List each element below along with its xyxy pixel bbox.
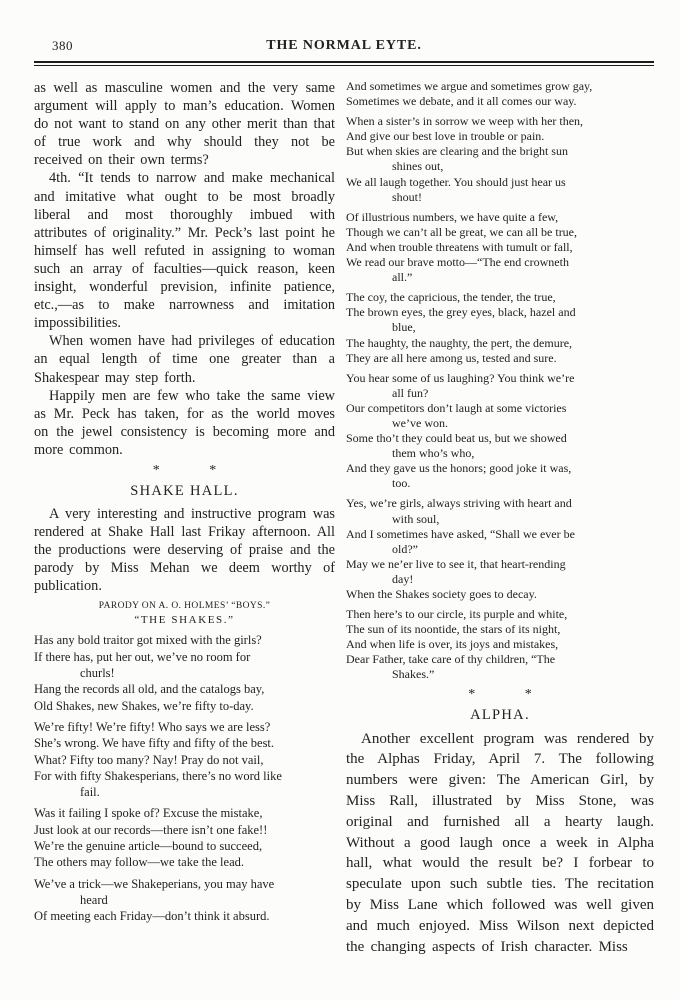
text-block: fail.	[80, 785, 100, 800]
text-block: What? Fifty too many? Nay! Pray do not vail,	[34, 752, 264, 767]
text-block: We’ve a trick—we Shakeperians, you may have	[34, 876, 275, 891]
text-block: If there has, put her out, we’ve no room for	[34, 649, 251, 664]
text-block: She’s wrong. We have fifty and fifty of the best.	[34, 736, 275, 751]
text-block: day!	[392, 571, 414, 586]
text-block: The others may follow—we take the lead.	[34, 855, 244, 870]
text-block: Dear Father, take care of thy children, “The	[346, 652, 556, 667]
text-block: And I sometimes have asked, “Shall we ever be	[346, 526, 575, 541]
text-block: The sun of its noontide, the stars of its night,	[346, 622, 561, 637]
text-block: Just look at our records—there isn’t one fake!!	[34, 822, 268, 837]
text-block: The haughty, the naughty, the pert, the demure,	[346, 335, 573, 350]
left-column	[34, 79, 335, 924]
text-block: We’re fifty! We’re fifty! Who says we are less?	[34, 719, 271, 734]
text-block: And give our best love in trouble or pain.	[346, 129, 545, 144]
text-block: we’ve won.	[392, 415, 448, 430]
text-block: We all laugh together. You should just hear us	[346, 174, 566, 189]
text-block: them who’s who,	[392, 446, 475, 461]
text-block: We read our brave motto—“The end crowneth	[346, 255, 569, 270]
text-block: For with fifty Shakesperians, there’s no word like	[34, 768, 282, 783]
text-block: We’re the genuine article—bound to succeed,	[34, 839, 263, 853]
text-block: shines out,	[392, 159, 444, 174]
text-block: Of illustrious numbers, we have quite a few,	[346, 209, 559, 224]
text-block: The coy, the capricious, the tender, the true,	[346, 290, 556, 305]
text-block: 4th. “It tends to narrow and make mechanical and imitative what ought to be most broadly liberal and most thoroughly imbued with attributes of originality.” Mr. Peck’s last point he himself has well refuted in assigning to woman such an array of faculties—quick reason, keen insight, wonderful prevision, infinite patience, etc.,—as to make narrowness and imitation impossibilities.	[34, 170, 335, 332]
text-block: And when trouble threatens with tumult or fall,	[346, 239, 573, 254]
text-block: Another excellent program was rendered by the Alphas Friday, April 7. The following numbers were given: The American Girl, by Miss Rall, illustrated by Miss Stone, was original and furnished all a hearty laugh. Without a good laugh once a week in Alpha hall, what would the result be? I forbear to speculate upon such subtle ties. The recitation by Miss Lane which followed was well given and much enjoyed. Miss Wilson next depicted the changing aspects of Irish character. Miss	[346, 730, 654, 955]
text-block: SHAKE HALL.	[130, 482, 239, 499]
text-block: May we ne’er live to see it, that heart-rending	[346, 556, 566, 571]
text-block: But when skies are clearing and the bright sun	[346, 144, 568, 159]
text-block: * *	[468, 686, 532, 702]
text-block: A very interesting and instructive program was rendered at Shake Hall last Frikay afternoon. All the productions were deserving of praise and the parody by Miss Mehan we deem worthy of publication.	[34, 505, 335, 595]
header-double-rule	[34, 61, 654, 66]
page-header	[34, 38, 654, 54]
journal-title: THE NORMAL EYTE.	[266, 38, 422, 53]
text-block: PARODY ON A. O. HOLMES’ “BOYS.”	[98, 601, 271, 612]
text-block: Happily men are few who take the same view as Mr. Peck has taken, for as the world moves on the jewel consistency is becoming more and more common.	[34, 387, 335, 458]
text-block: ALPHA.	[470, 706, 530, 723]
text-block: And sometimes we argue and sometimes grow gay,	[346, 79, 593, 93]
text-block: as well as masculine women and the very same argument will apply to man’s education. Women do not want to stand on any other merit than that of true work and why should they not be received on their own terms?	[34, 80, 335, 169]
text-block: old?”	[392, 541, 418, 556]
text-block: shout!	[392, 189, 422, 204]
text-block: Yes, we’re girls, always striving with heart and	[346, 496, 572, 511]
text-block: too.	[392, 476, 411, 491]
text-block: Some tho’t they could beat us, but we showed	[346, 431, 567, 446]
text-block: * *	[152, 462, 217, 478]
text-block: heard	[80, 892, 108, 907]
text-columns	[34, 79, 654, 957]
text-block: Then here’s to our circle, its purple and white,	[346, 607, 568, 622]
right-column	[346, 79, 654, 957]
text-block: When a sister’s in sorrow we weep with her then,	[346, 114, 584, 129]
text-block: Of meeting each Friday—don’t think it absurd.	[34, 909, 270, 924]
text-block: blue,	[392, 320, 416, 335]
text-block: You hear some of us laughing? You think we’re	[346, 370, 575, 385]
text-block: And they gave us the honors; good joke it was,	[346, 461, 572, 476]
text-block: When the Shakes society goes to decay.	[346, 587, 537, 601]
text-block: And when life is over, its joys and mistakes,	[346, 637, 559, 652]
text-block: Sometimes we debate, and it all comes our way.	[346, 94, 577, 109]
text-block: all.”	[392, 270, 413, 285]
text-block: churls!	[80, 666, 115, 681]
text-block: all fun?	[392, 385, 429, 400]
text-block: Was it failing I spoke of? Excuse the mistake,	[34, 806, 263, 821]
text-block: When women have had privileges of education an equal length of time one greater than a Shakespear may step forth.	[34, 333, 335, 386]
text-block: Hang the records all old, and the catalogs bay,	[34, 682, 265, 697]
text-block: Though we can’t all be great, we can all be true,	[346, 224, 578, 239]
text-block: Old Shakes, new Shakes, we’re fifty to-day.	[34, 698, 254, 713]
text-block: with soul,	[392, 511, 440, 526]
text-block: Has any bold traitor got mixed with the girls?	[34, 633, 262, 648]
text-block: The brown eyes, the grey eyes, black, hazel and	[346, 305, 576, 320]
text-block: Shakes.”	[392, 667, 435, 682]
text-block: Our competitors don’t laugh at some victories	[346, 400, 567, 415]
text-block: They are all here among us, tested and sure.	[346, 350, 557, 365]
page-number: 380	[52, 38, 73, 53]
text-block: “THE SHAKES.”	[134, 614, 235, 627]
